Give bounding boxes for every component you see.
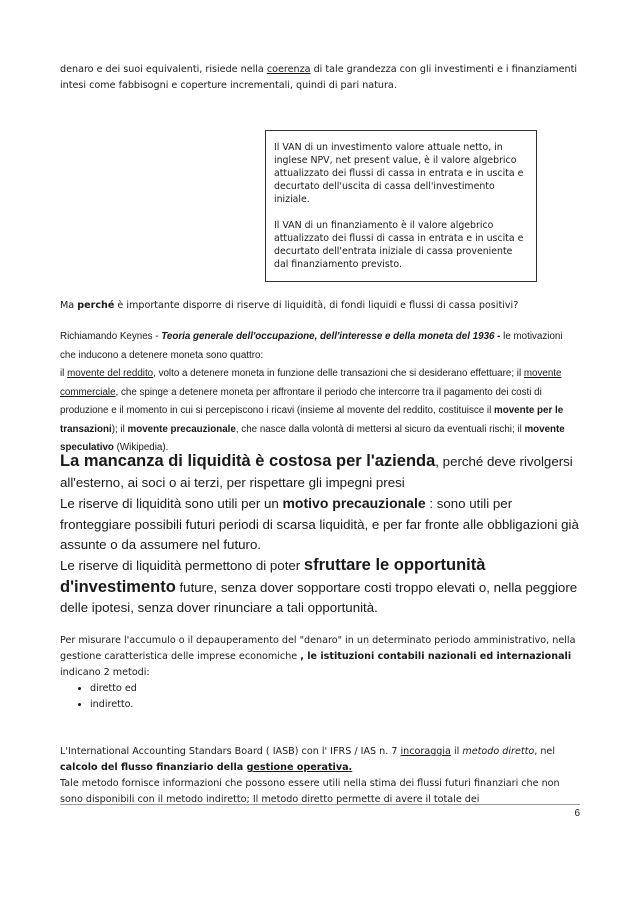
text-span: ); il [111, 423, 128, 435]
paragraph-methods [60, 633, 580, 713]
bold-term: movente speculativo [60, 423, 565, 453]
list-item: • indiretto. [90, 697, 580, 713]
text-span: denaro e dei suoi equivalenti, risiede nella [60, 64, 267, 75]
text-span: Ma [60, 300, 78, 311]
heading-phrase: sfruttare le opportunità d'investimento [60, 556, 486, 596]
bold-term: movente per le transazioni [60, 405, 564, 435]
text-span: Tale metodo fornisce informazioni che possono essere utili nella stima dei flussi futuri finanziari che non sono disponibili con il metodo indiretto; Il metodo diretto permette di avere il totale dei [60, 778, 560, 805]
text-span: future, senza dover sopportare costi troppo elevati o, nella peggiore delle ipotesi, senza dover rinunciare a tali opportunità. [60, 579, 578, 615]
text-span: Le riserve di liquidità permettono di poter [60, 558, 304, 573]
van-investment-definition: Il VAN di un investimento valore attuale netto, in inglese NPV, net present value, è il valore algebrico attualizzato dei flussi di cassa in entrata e in uscita e decurtato dell'uscita di cassa dell'investimento iniziale. [274, 142, 524, 205]
underlined-term: movente commerciale [60, 368, 562, 398]
text-span: L'International Accounting Standars Board ( IASB) con l' IFRS / IAS n. 7 [60, 746, 401, 757]
van-financing-definition: Il VAN di un finanziamento è il valore algebrico attualizzato dei flussi di cassa in entrata e in uscita e decurtato dell'entrata iniziale di cassa proveniente dal finanziamento previsto. [274, 220, 524, 270]
paragraph-coherence [60, 62, 580, 94]
keynes-title: Teoria generale dell'occupazione, dell'interesse e della moneta del 1936 - [161, 331, 501, 342]
van-definition-box [265, 130, 537, 282]
paragraph-liquidity-cost [60, 451, 580, 493]
text-span: , che spinge a detenere moneta per affrontare il periodo che intercorre tra il pagamento dei costi di produzione e il momento in cui si percepiscono i ricavi (insieme al movente del reddito, costituisce il [60, 386, 542, 416]
text-span: indicano 2 metodi: [60, 667, 150, 678]
text-span: Richiamando Keynes - [60, 331, 162, 342]
paragraph-question [60, 298, 580, 314]
text-span: : sono utili per fronteggiare possibili futuri periodi di scarsa liquidità, e per far fronte alle obbligazioni già assunte o da assumere nel futuro. [60, 496, 579, 552]
list-item: • diretto ed [90, 681, 580, 697]
text-span: è importante disporre di riserve di liquidità, di fondi liquidi e flussi di cassa positivi? [114, 300, 519, 311]
text-span: , perché deve rivolgersi all'esterno, ai soci o ai terzi, per rispettare gli impegni presi [60, 454, 573, 490]
bold-term: movente precauzionale [127, 423, 236, 435]
underlined-term: gestione operativa. [246, 762, 353, 773]
text-span: il [450, 746, 463, 757]
footer-rule [60, 804, 580, 805]
bold-term: motivo precauzionale [282, 495, 426, 511]
text-span: (Wikipedia). [113, 442, 169, 453]
bold-term: , le istituzioni contabili nazionali ed internazionali [300, 651, 572, 662]
underlined-term: movente del reddito [67, 368, 154, 379]
paragraph-precautionary [60, 493, 580, 556]
text-span: le motivazioni che inducono a detenere moneta sono quattro: [60, 331, 563, 361]
underlined-term: coerenza [266, 64, 311, 75]
bold-term: perché [77, 300, 115, 311]
italic-term: metodo diretto [462, 746, 535, 757]
text-span: , nel [534, 746, 555, 757]
page-number: 6 [574, 808, 580, 819]
paragraph-keynes [60, 328, 580, 458]
heading-phrase: La mancanza di liquidità è costosa per l'azienda [60, 452, 436, 470]
bold-term: calcolo del flusso finanziario della [60, 762, 247, 773]
text-span: Le riserve di liquidità sono utili per un [60, 496, 283, 511]
underlined-term: incoraggia [400, 746, 451, 757]
text-span: Per misurare l'accumulo o il depauperamento del "denaro" in un determinato periodo amministrativo, nella gestione caratteristica delle imprese economiche [60, 635, 576, 662]
text-span: , volto a detenere moneta in funzione delle transazioni che si desiderano effettuare; il [153, 368, 524, 379]
paragraph-iasb [60, 744, 580, 808]
methods-list [60, 681, 580, 713]
text-span: il [60, 368, 68, 379]
paragraph-opportunities [60, 555, 580, 619]
text-span: , che nasce dalla volontà di mettersi al sicuro da eventuali rischi; il [235, 423, 525, 435]
text-span: di tale grandezza con gli investimenti e i finanziamenti intesi come fabbisogni e coperture incrementali, quindi di pari natura. [60, 64, 578, 91]
